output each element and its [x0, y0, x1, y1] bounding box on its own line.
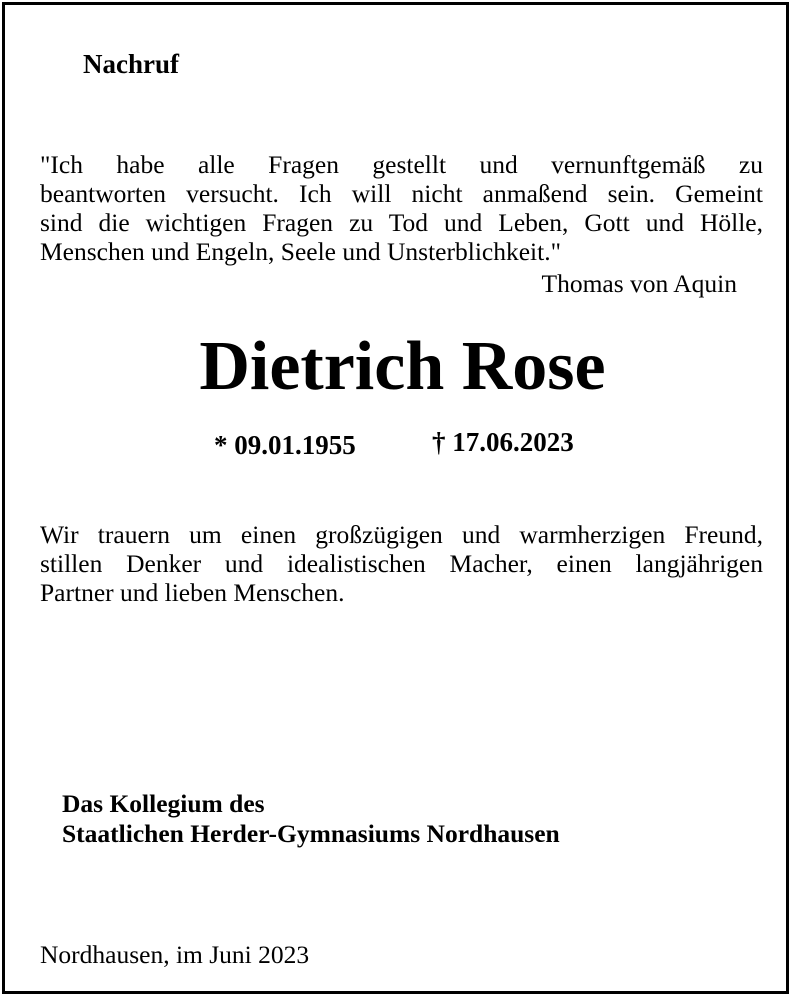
signature-line: Staatlichen Herder-Gymnasiums Nordhausen	[62, 819, 560, 848]
quote-line: sind die wichtigen Fragen zu Tod und Leben, Gott und Hölle,	[40, 208, 763, 237]
mourning-line: Partner und lieben Menschen.	[40, 578, 345, 607]
signature-line: Das Kollegium des	[62, 789, 265, 818]
place-date: Nordhausen, im Juni 2023	[40, 940, 310, 969]
death-date: † 17.06.2023	[432, 427, 574, 457]
mourning-text	[40, 520, 763, 607]
quote-author: Thomas von Aquin	[541, 269, 737, 298]
deceased-name: Dietrich Rose	[199, 328, 606, 405]
obituary-frame	[2, 2, 789, 994]
quote-block	[40, 150, 763, 266]
quote-line: "Ich habe alle Fragen gestellt und vernunftgemäß zu	[40, 150, 763, 179]
birth-date: * 09.01.1955	[214, 430, 356, 460]
mourning-line: Wir trauern um einen großzügigen und warmherzigen Freund,	[40, 520, 763, 549]
signature	[62, 789, 560, 849]
quote-line: Menschen und Engeln, Seele und Unsterblichkeit."	[40, 237, 561, 266]
heading: Nachruf	[83, 49, 179, 79]
quote-line: beantworten versucht. Ich will nicht anmaßend sein. Gemeint	[40, 179, 763, 208]
mourning-line: stillen Denker und idealistischen Macher, einen langjährigen	[40, 549, 763, 578]
